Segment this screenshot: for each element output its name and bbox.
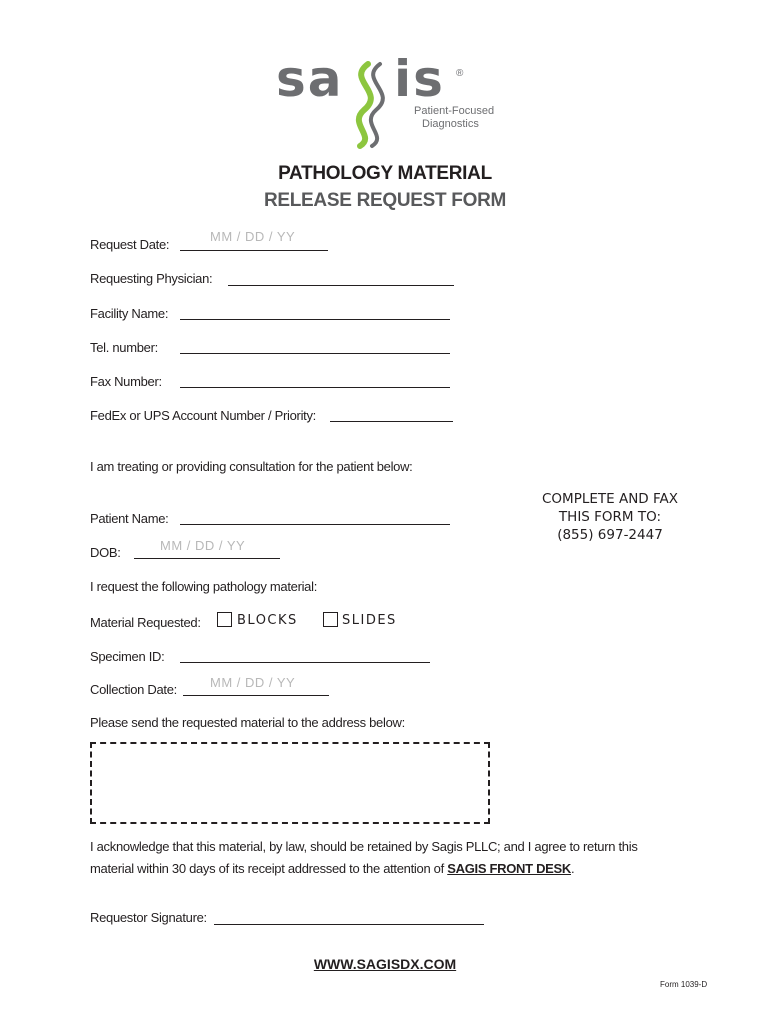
slides-checkbox[interactable] xyxy=(323,612,338,627)
shipping-address-box[interactable] xyxy=(90,742,490,824)
fax-instructions xyxy=(500,490,720,544)
request-date-placeholder: MM / DD / YY xyxy=(210,229,296,244)
logo-letters-sa: sa xyxy=(276,50,344,108)
blocks-checkbox[interactable] xyxy=(217,612,232,627)
form-title-line2: RELEASE REQUEST FORM xyxy=(263,190,507,211)
sagis-logo xyxy=(276,50,516,150)
treating-statement: I am treating or providing consultation for the patient below: xyxy=(90,459,413,474)
specimen-id-field[interactable] xyxy=(180,662,430,663)
shipping-account-label: FedEx or UPS Account Number / Priority: xyxy=(90,408,316,423)
shipping-account-field[interactable] xyxy=(330,421,453,422)
fax-line1: COMPLETE AND FAX xyxy=(542,491,678,507)
collection-date-label: Collection Date: xyxy=(90,682,177,697)
logo-letters-is: is xyxy=(394,50,445,108)
fax-line2: THIS FORM TO: xyxy=(558,509,662,525)
blocks-option-label: BLOCKS xyxy=(237,613,298,628)
facility-name-label: Facility Name: xyxy=(90,306,169,321)
material-requested-label: Material Requested: xyxy=(90,615,201,630)
svg-text:®: ® xyxy=(456,68,464,79)
fax-number-label: Fax Number: xyxy=(90,374,162,389)
website-link[interactable]: WWW.SAGISDX.COM xyxy=(313,956,457,972)
requestor-signature-label: Requestor Signature: xyxy=(90,910,207,925)
request-date-field[interactable] xyxy=(180,250,328,251)
facility-name-field[interactable] xyxy=(180,319,450,320)
acknowledgement-line2: material within 30 days of its receipt addressed to the attention of xyxy=(90,861,448,876)
svg-text:Patient-Focused: Patient-Focused xyxy=(414,105,495,117)
form-title-line1: PATHOLOGY MATERIAL xyxy=(278,163,492,184)
tel-number-label: Tel. number: xyxy=(90,340,158,355)
patient-name-label: Patient Name: xyxy=(90,511,169,526)
specimen-id-label: Specimen ID: xyxy=(90,649,165,664)
requestor-signature-field[interactable] xyxy=(214,924,484,925)
tel-number-field[interactable] xyxy=(180,353,450,354)
dob-placeholder: MM / DD / YY xyxy=(160,538,246,553)
address-statement: Please send the requested material to the address below: xyxy=(90,715,405,730)
patient-name-field[interactable] xyxy=(180,524,450,525)
collection-date-placeholder: MM / DD / YY xyxy=(210,675,296,690)
fax-number: (855) 697-2447 xyxy=(557,527,663,543)
acknowledgement-line1: I acknowledge that this material, by law, should be retained by Sagis PLLC; and I agree to return this xyxy=(90,839,638,854)
dob-field[interactable] xyxy=(134,558,280,559)
form-number: Form 1039-D xyxy=(660,980,708,989)
request-date-label: Request Date: xyxy=(90,237,170,252)
dob-label: DOB: xyxy=(90,545,121,560)
collection-date-field[interactable] xyxy=(183,695,329,696)
slides-option-label: SLIDES xyxy=(342,613,397,628)
fax-number-field[interactable] xyxy=(180,387,450,388)
svg-text:Diagnostics: Diagnostics xyxy=(422,118,479,130)
attention-front-desk: SAGIS FRONT DESK xyxy=(447,861,571,876)
request-statement: I request the following pathology material: xyxy=(90,579,318,594)
requesting-physician-field[interactable] xyxy=(228,285,454,286)
acknowledgement-suffix: . xyxy=(571,861,575,876)
acknowledgement-text xyxy=(90,836,690,880)
requesting-physician-label: Requesting Physician: xyxy=(90,271,213,286)
